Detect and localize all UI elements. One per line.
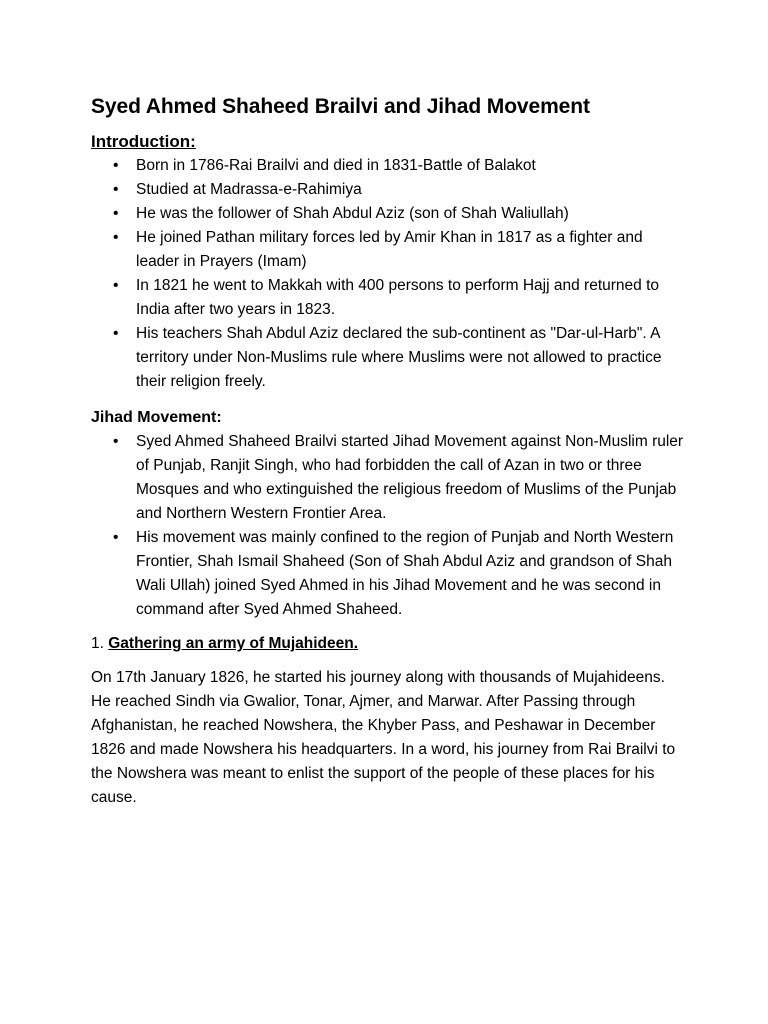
list-item (91, 274, 686, 322)
introduction-heading: Introduction: (91, 132, 196, 151)
jihad-movement-heading: Jihad Movement: (91, 409, 222, 426)
list-item-text: His movement was mainly confined to the region of Punjab and North Western Frontier, Shah Ismail Shaheed (Son of Shah Abdul Aziz and grandson of Shah Wali Ullah) joined Syed Ahmed in his Jihad Movement and he was second in command after Syed Ahmed Shaheed. (136, 529, 674, 618)
section-number: 1. (91, 635, 104, 652)
list-item-text: Syed Ahmed Shaheed Brailvi started Jihad Movement against Non-Muslim ruler of Punjab, Ranjit Singh, who had forbidden the call of Azan in two or three Mosques and who extinguished the religious freedom of Muslims of the Punjab and Northern Western Frontier Area. (136, 433, 684, 522)
section-1-heading-text: Gathering an army of Mujahideen. (108, 635, 359, 652)
bullet-icon: • (113, 229, 119, 246)
bullet-icon: • (113, 325, 119, 342)
list-item-text: Studied at Madrassa-e-Rahimiya (136, 181, 362, 198)
bullet-icon: • (113, 181, 119, 198)
section-1-paragraph: On 17th January 1826, he started his journey along with thousands of Mujahideens. He reached Sindh via Gwalior, Tonar, Ajmer, and Marwar. After Passing through Afghanistan, he reached Nowshera, the Khyber Pass, and Peshawar in December 1826 and made Nowshera his headquarters. In a word, his journey from Rai Brailvi to the Nowshera was meant to enlist the support of the people of these places for his cause. (91, 669, 676, 806)
list-item (91, 322, 686, 394)
bullet-icon: • (113, 277, 119, 294)
list-item (91, 202, 686, 226)
list-item-text: He was the follower of Shah Abdul Aziz (son of Shah Waliullah) (136, 205, 569, 222)
list-item (91, 526, 686, 622)
list-item (91, 430, 686, 526)
list-item-text: He joined Pathan military forces led by Amir Khan in 1817 as a fighter and leader in Prayers (Imam) (136, 229, 643, 270)
list-item (91, 154, 686, 178)
jihad-movement-bullet-list (91, 430, 686, 622)
bullet-icon: • (113, 529, 119, 546)
list-item (91, 226, 686, 274)
bullet-icon: • (113, 157, 119, 174)
list-item-text: Born in 1786-Rai Brailvi and died in 1831-Battle of Balakot (136, 157, 536, 174)
list-item-text: His teachers Shah Abdul Aziz declared the sub-continent as "Dar-ul-Harb". A territory under Non-Muslims rule where Muslims were not allowed to practice their religion freely. (136, 325, 662, 390)
bullet-icon: • (113, 433, 119, 450)
bullet-icon: • (113, 205, 119, 222)
section-1-heading (91, 632, 686, 656)
list-item-text: In 1821 he went to Makkah with 400 persons to perform Hajj and returned to India after two years in 1823. (136, 277, 659, 318)
list-item (91, 178, 686, 202)
introduction-bullet-list (91, 154, 686, 394)
document-title: Syed Ahmed Shaheed Brailvi and Jihad Movement (91, 95, 590, 118)
